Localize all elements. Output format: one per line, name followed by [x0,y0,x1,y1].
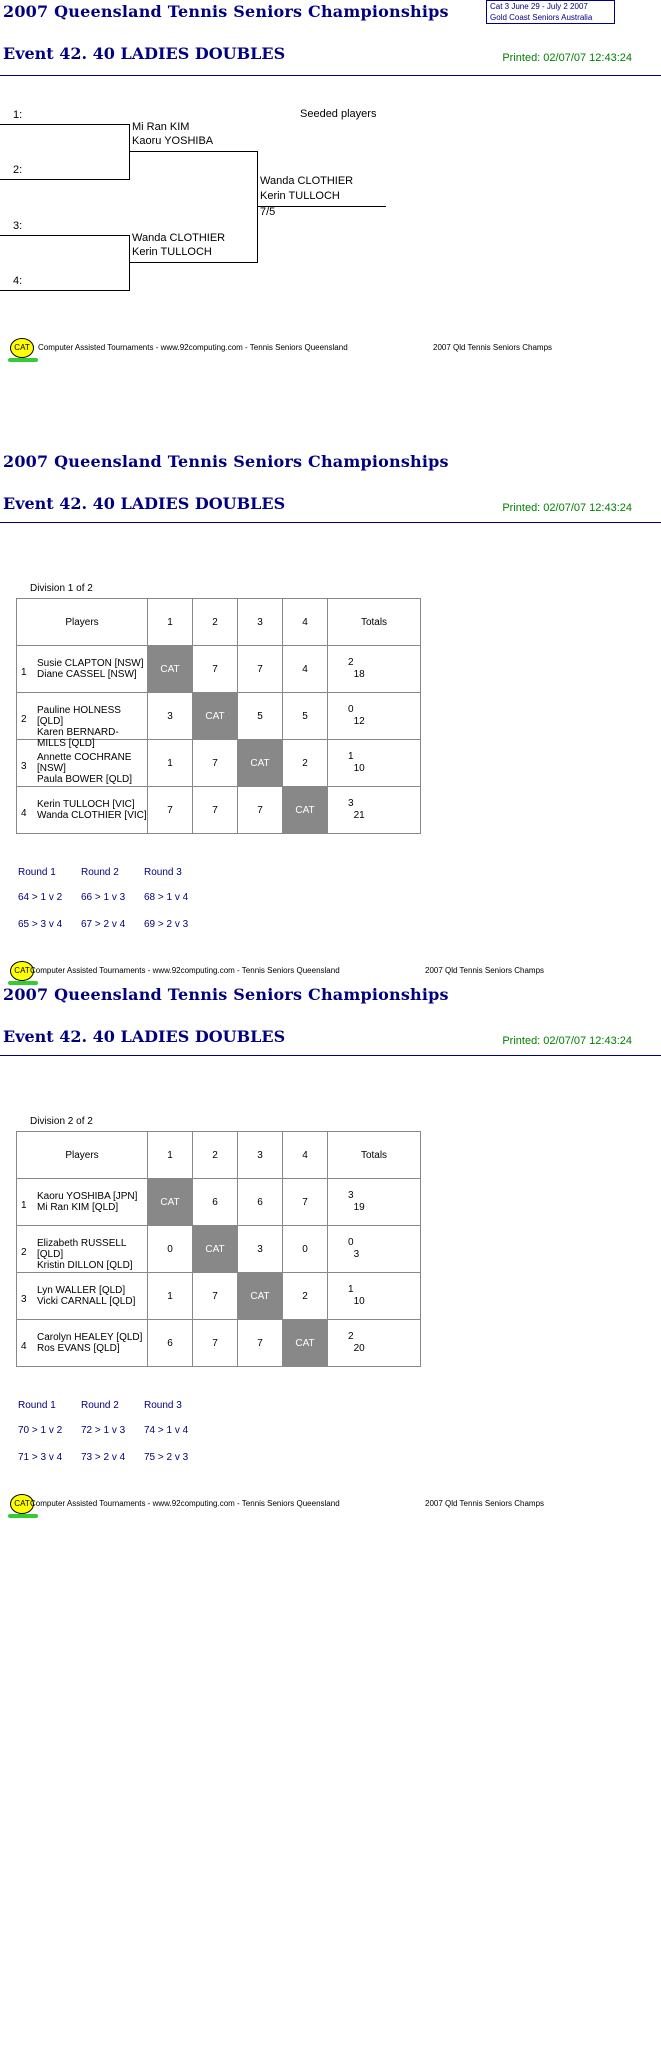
printed-timestamp: Printed: 02/07/07 12:43:24 [502,502,632,514]
score-cell: 6 [238,1179,283,1226]
player-name: Elizabeth RUSSELL [QLD] [37,1238,127,1260]
col-header-3: 3 [238,599,283,646]
table-row [17,787,421,834]
bracket-line [0,235,130,236]
row-index: 2 [21,1247,27,1258]
score-cell: 2 [283,740,328,787]
totals-header: Totals [328,599,421,646]
score-cell: 1 [148,740,193,787]
match-link[interactable]: 73 > 2 v 4 [81,1452,126,1463]
semifinal-1-player-2: Kaoru YOSHIBA [132,135,214,147]
player-name: Lyn WALLER [QLD] [37,1285,126,1296]
row-index: 1 [21,1200,27,1211]
player-name: Pauline HOLNESS [QLD] [37,705,121,727]
final-score: 7/5 [260,206,276,218]
score-cell: 6 [193,1179,238,1226]
bracket-line [257,151,258,263]
printed-timestamp: Printed: 02/07/07 12:43:24 [502,1035,632,1047]
category-info-box [486,0,615,24]
score-cell: 3 [148,693,193,740]
table-row [17,1226,421,1273]
page-footer [8,1494,608,1524]
player-cell [17,693,148,749]
games-won: 21 [353,810,365,821]
totals-cell [328,740,421,787]
seeded-players-label: Seeded players [300,108,377,120]
player-name: Mi Ran KIM [QLD] [37,1202,119,1213]
draw-slot-2: 2: [13,164,23,176]
match-link[interactable]: 69 > 2 v 3 [144,919,189,930]
player-name: Vicki CARNALL [QLD] [37,1296,136,1307]
totals-cell [328,1320,421,1367]
score-cell: 7 [148,787,193,834]
round-2-label: Round 2 [81,867,119,878]
match-link[interactable]: 71 > 3 v 4 [18,1452,63,1463]
bracket-line [130,262,258,263]
totals-cell [328,1226,421,1273]
score-cell: 3 [238,1226,283,1273]
round-3-label: Round 3 [144,867,182,878]
table-row [17,693,421,740]
row-index: 4 [21,1341,27,1352]
player-cell [17,787,148,834]
matches-won: 3 [348,1190,354,1201]
logo-underline [8,358,38,362]
player-cell [17,1226,148,1273]
games-won: 3 [353,1249,360,1260]
row-index: 3 [21,1294,27,1305]
score-cell: 7 [193,787,238,834]
col-header-4: 4 [283,599,328,646]
match-link[interactable]: 74 > 1 v 4 [144,1425,189,1436]
table-row [17,1179,421,1226]
col-header-4: 4 [283,1132,328,1179]
team-names [37,799,147,821]
semifinal-2-player-2: Kerin TULLOCH [132,246,212,258]
games-won: 18 [353,669,365,680]
team-names [37,1285,135,1307]
semifinal-1-player-1: Mi Ran KIM [132,121,190,133]
player-name: Annette COCHRANE [NSW] [37,752,132,774]
table-row [17,1320,421,1367]
row-index: 3 [21,761,27,772]
header-rule [0,75,661,76]
header-rule [0,1055,661,1056]
matches-won: 0 [348,1237,354,1248]
totals-header: Totals [328,1132,421,1179]
player-name: Wanda CLOTHIER [VIC] [37,810,147,821]
matches-won: 1 [348,751,354,762]
cat-logo: CAT [10,338,34,358]
row-index: 4 [21,808,27,819]
category-info-line1: Cat 3 June 29 - July 2 2007 [490,2,588,11]
player-cell [17,1179,148,1226]
col-header-1: 1 [148,1132,193,1179]
player-name: Carolyn HEALEY [QLD] [37,1332,143,1343]
round-1-label: Round 1 [18,867,56,878]
player-name: Karen BERNARD-MILLS [QLD] [37,727,119,749]
footer-event-name: 2007 Qld Tennis Seniors Champs [425,1499,545,1508]
player-name: Ros EVANS [QLD] [37,1343,120,1354]
event-title: Event 42. 40 LADIES DOUBLES [3,494,286,513]
tournament-title: 2007 Queensland Tennis Seniors Championships [3,985,449,1004]
event-title: Event 42. 40 LADIES DOUBLES [3,44,286,63]
score-cell: 7 [238,1320,283,1367]
games-won: 10 [353,763,365,774]
score-cell: 0 [148,1226,193,1273]
self-match-cell: CAT [148,646,193,693]
team-names [37,1332,142,1354]
round-2-label: Round 2 [81,1400,119,1411]
final-winner-player-1: Wanda CLOTHIER [260,175,354,187]
tournament-title: 2007 Queensland Tennis Seniors Championships [3,2,449,21]
final-winner-player-2: Kerin TULLOCH [260,190,340,202]
players-header: Players [17,1132,148,1179]
player-cell [17,646,148,693]
footer-credit: Computer Assisted Tournaments - www.92computing.com - Tennis Seniors Queensland [30,966,340,975]
player-name: Kerin TULLOCH [VIC] [37,799,135,810]
division-2-label: Division 2 of 2 [30,1116,93,1127]
self-match-cell: CAT [283,787,328,834]
score-cell: 7 [193,646,238,693]
player-name: Kaoru YOSHIBA [JPN] [37,1191,138,1202]
score-cell: 1 [148,1273,193,1320]
match-link[interactable]: 66 > 1 v 3 [81,892,126,903]
division-1-table [16,598,421,834]
draw-slot-4: 4: [13,275,23,287]
cat-logo: CAT [10,961,34,981]
score-cell: 7 [193,1320,238,1367]
totals-cell [328,693,421,740]
bracket-line [130,151,258,152]
tournament-title: 2007 Queensland Tennis Seniors Championships [3,452,449,471]
match-link[interactable]: 64 > 1 v 2 [18,892,63,903]
player-name: Paula BOWER [QLD] [37,774,133,785]
self-match-cell: CAT [238,1273,283,1320]
team-names [37,1238,147,1271]
matches-won: 1 [348,1284,354,1295]
col-header-1: 1 [148,599,193,646]
self-match-cell: CAT [283,1320,328,1367]
footer-event-name: 2007 Qld Tennis Seniors Champs [425,966,545,975]
matches-won: 3 [348,798,354,809]
matches-won: 2 [348,1331,354,1342]
score-cell: 2 [283,1273,328,1320]
footer-event-name: 2007 Qld Tennis Seniors Champs [433,343,553,352]
score-cell: 5 [283,693,328,740]
match-link[interactable]: 68 > 1 v 4 [144,892,189,903]
score-cell: 7 [193,740,238,787]
bracket-line [0,179,130,180]
totals-cell [328,1179,421,1226]
score-cell: 7 [238,646,283,693]
matches-won: 2 [348,657,354,668]
table-row [17,646,421,693]
col-header-3: 3 [238,1132,283,1179]
team-names [37,658,144,680]
games-won: 10 [353,1296,365,1307]
self-match-cell: CAT [193,693,238,740]
draw-slot-3: 3: [13,220,23,232]
matches-won: 0 [348,704,354,715]
match-link[interactable]: 67 > 2 v 4 [81,919,126,930]
event-title: Event 42. 40 LADIES DOUBLES [3,1027,286,1046]
semifinal-2-player-1: Wanda CLOTHIER [132,232,226,244]
player-name: Diane CASSEL [NSW] [37,669,137,680]
printed-timestamp: Printed: 02/07/07 12:43:24 [502,52,632,64]
draw-slot-1: 1: [13,109,23,121]
score-cell: 4 [283,646,328,693]
totals-cell [328,787,421,834]
bracket-line [129,124,130,180]
division-2-table [16,1131,421,1367]
bracket-line [129,235,130,291]
team-names [37,1191,137,1213]
logo-underline [8,1514,38,1518]
score-cell: 7 [238,787,283,834]
player-cell [17,740,148,787]
round-1-label: Round 1 [18,1400,56,1411]
games-won: 19 [353,1202,365,1213]
totals-cell [328,1273,421,1320]
player-cell [17,1273,148,1320]
score-cell: 7 [283,1179,328,1226]
self-match-cell: CAT [193,1226,238,1273]
round-3-label: Round 3 [144,1400,182,1411]
col-header-2: 2 [193,599,238,646]
bracket-line [258,206,386,207]
bracket-line [0,290,130,291]
division-1-label: Division 1 of 2 [30,583,93,594]
games-won: 20 [353,1343,365,1354]
table-row [17,1273,421,1320]
match-link[interactable]: 75 > 2 v 3 [144,1452,189,1463]
bracket-line [0,124,130,125]
team-names [37,752,147,785]
score-cell: 6 [148,1320,193,1367]
page-footer [8,338,608,368]
self-match-cell: CAT [238,740,283,787]
player-name: Kristin DILLON [QLD] [37,1260,133,1271]
row-index: 2 [21,714,27,725]
match-link[interactable]: 65 > 3 v 4 [18,919,63,930]
player-cell [17,1320,148,1367]
footer-credit: Computer Assisted Tournaments - www.92computing.com - Tennis Seniors Queensland [38,343,348,352]
score-cell: 7 [193,1273,238,1320]
row-index: 1 [21,667,27,678]
header-rule [0,522,661,523]
score-cell: 0 [283,1226,328,1273]
players-header: Players [17,599,148,646]
totals-cell [328,646,421,693]
match-link[interactable]: 72 > 1 v 3 [81,1425,126,1436]
col-header-2: 2 [193,1132,238,1179]
footer-credit: Computer Assisted Tournaments - www.92computing.com - Tennis Seniors Queensland [30,1499,340,1508]
player-name: Susie CLAPTON [NSW] [37,658,144,669]
table-row [17,740,421,787]
score-cell: 5 [238,693,283,740]
self-match-cell: CAT [148,1179,193,1226]
category-info-line2: Gold Coast Seniors Australia [490,13,593,22]
cat-logo: CAT [10,1494,34,1514]
games-won: 12 [353,716,365,727]
match-link[interactable]: 70 > 1 v 2 [18,1425,63,1436]
